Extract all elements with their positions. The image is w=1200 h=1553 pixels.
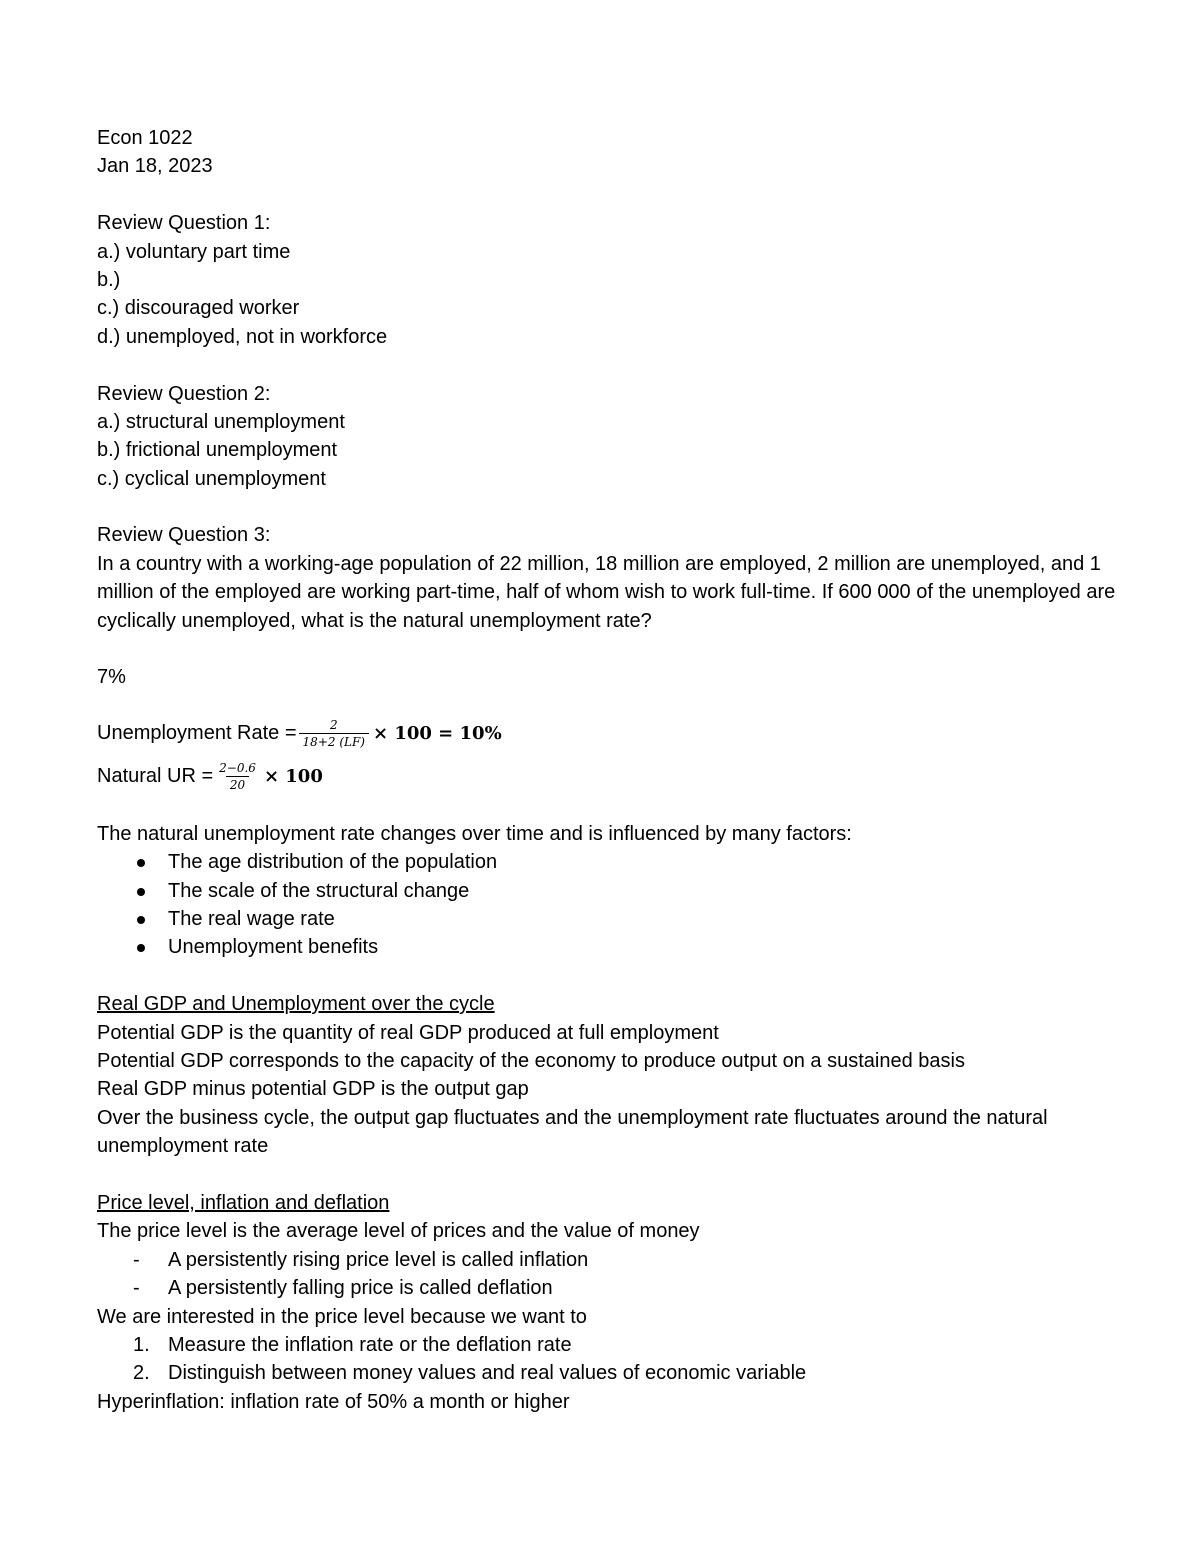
q3-answer: 7% (97, 666, 126, 689)
factors-intro: The natural unemployment rate changes over time and is influenced by many factors: (97, 822, 852, 845)
denominator: 18+2 (LF) (299, 733, 369, 749)
q1-item: c.) discouraged worker (97, 297, 300, 320)
q2-item: c.) cyclical unemployment (97, 467, 326, 490)
list-item-text: Distinguish between money values and real values of economic variable (168, 1362, 807, 1385)
q1-item: d.) unemployed, not in workforce (97, 325, 388, 348)
list-item (97, 1246, 1137, 1274)
list-number: 1. (133, 1333, 150, 1356)
gdp-line: Potential GDP is the quantity of real GDP produced at full employment (97, 1021, 719, 1044)
dash-marker: - (133, 1248, 140, 1271)
list-item-text: The real wage rate (168, 908, 335, 931)
formula-label: Unemployment Rate = (97, 721, 297, 744)
list-item-text: The age distribution of the population (168, 851, 498, 874)
list-item-text: The scale of the structural change (168, 879, 470, 902)
gdp-line: Real GDP minus potential GDP is the output gap (97, 1078, 529, 1101)
list-item-text: A persistently falling price is called deflation (168, 1277, 553, 1300)
q1-title: Review Question 1: (97, 212, 271, 235)
gdp-cycle-text: Over the business cycle, the output gap fluctuates and the unemployment rate fluctuates around the natural unemployment rate (97, 1106, 1048, 1158)
list-item (97, 1359, 1137, 1387)
formula-tail: × 100 = 10% (372, 722, 502, 744)
q2-item: b.) frictional unemployment (97, 439, 338, 462)
q3-text: In a country with a working-age population of 22 million, 18 million are employed, 2 million are unemployed, and 1 million of the employed are working part-time, half of whom wish to work full-time. If 600 000 of the unemployed are cyclically unemployed, what is the natural unemployment rate? (97, 552, 1116, 632)
q1-item: b.) (97, 268, 121, 291)
bullet-icon (137, 859, 145, 867)
q2-item: a.) structural unemployment (97, 410, 345, 433)
price-intro: The price level is the average level of prices and the value of money (97, 1220, 700, 1243)
natural-ur-formula (97, 755, 1137, 798)
hyperinflation-def: Hyperinflation: inflation rate of 50% a month or higher (97, 1390, 570, 1413)
list-number: 2. (133, 1362, 150, 1385)
fraction (299, 718, 369, 749)
list-item (97, 877, 1137, 905)
date: Jan 18, 2023 (97, 155, 213, 178)
dash-marker: - (133, 1277, 140, 1300)
list-item (97, 1331, 1137, 1359)
list-item (97, 848, 1137, 876)
denominator: 20 (226, 776, 249, 792)
numerator: 2 (329, 717, 338, 732)
reason-intro: We are interested in the price level because we want to (97, 1305, 587, 1328)
list-item-text: Unemployment benefits (168, 936, 379, 959)
formula-tail: × 100 (263, 765, 323, 787)
list-item-text: A persistently rising price level is called inflation (168, 1248, 589, 1271)
bullet-icon (137, 916, 145, 924)
document-page (97, 124, 1137, 1416)
numerator: 2−0.6 (219, 760, 256, 775)
list-item-text: Measure the inflation rate or the deflation rate (168, 1333, 572, 1356)
course-title: Econ 1022 (97, 127, 193, 149)
q3-title: Review Question 3: (97, 524, 271, 547)
gdp-heading: Real GDP and Unemployment over the cycle (97, 993, 495, 1016)
formula-label: Natural UR = (97, 764, 214, 787)
q2-title: Review Question 2: (97, 382, 271, 405)
price-heading: Price level, inflation and deflation (97, 1191, 390, 1214)
q1-item: a.) voluntary part time (97, 240, 291, 263)
list-item (97, 1274, 1137, 1302)
bullet-icon (137, 888, 145, 896)
gdp-line: Potential GDP corresponds to the capacity of the economy to produce output on a sustained basis (97, 1049, 965, 1072)
bullet-icon (137, 944, 145, 952)
fraction (215, 761, 260, 792)
list-item (97, 933, 1137, 961)
list-item (97, 905, 1137, 933)
unemployment-rate-formula (97, 712, 1137, 755)
